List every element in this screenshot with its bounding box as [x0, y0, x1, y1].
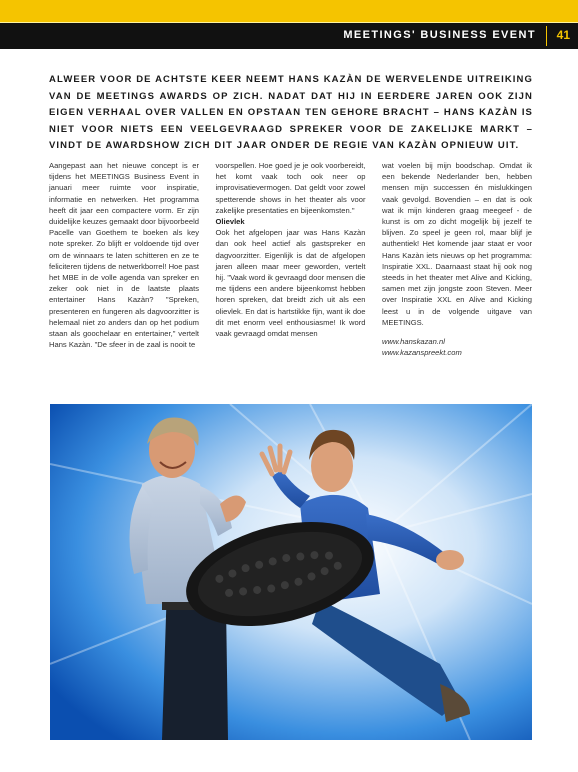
section-label: MEETINGS' BUSINESS EVENT — [343, 29, 536, 41]
article-columns — [49, 160, 532, 385]
page-number: 41 — [556, 28, 570, 42]
column-2 — [216, 160, 366, 385]
column-3 — [382, 160, 532, 385]
column-2-text-b: Ook het afgelopen jaar was Hans Kazàn dan ook heel actief als gastspreker en dagvoorzitter. Eigenlijk is dat de afgelopen jaren alleen maar meer geworden, vertelt hij. "Vaak word ik gevraagd door mensen die me tijdens een andere bijeenkomst hebben horen spreken, dat breidt zich uit als een olievlek. En dat is hartstikke fijn, want ik doe dit met enorm veel enthousiasme! Ik word vaak gevraagd omdat mensen — [215, 228, 366, 339]
column-1-text: Aangepast aan het nieuwe concept is er tijdens het MEETINGS Business Event in januari meer ruimte voor inspiratie, informatie en netwerken. Het programma heeft dit jaar een compactere vorm. Er zijn duidelijke keuzes gemaakt door bijvoorbeeld Pacelle van Goethem te boeken als key note spreker. Zo blijft er voldoende tijd over om de winnaars te laten schitteren en ze te feliciteren tijdens de netwerkborrel! Hoe past het MBE in de volle agenda van spreker en zeker ook niet in de laatste plaats entertainer Hans Kazàn? "Spreken, presenteren en fungeren als dagvoorzitter is helemaal niet zo anders dan op het podium staan als goochelaar en entertainer," vertelt Hans Kazàn. "De sfeer in de zaal is nooit te — [49, 161, 199, 350]
top-color-band — [0, 0, 578, 22]
header-bar — [0, 23, 578, 49]
feature-photo — [50, 404, 532, 740]
header-divider — [546, 26, 547, 46]
subheading-olievlek: Olievlek — [215, 217, 245, 227]
column-2-text-a: voorspellen. Hoe goed je je ook voorbereidt, het komt vaak toch ook neer op improvisatievermogen. Dat geldt voor zowel spetterende shows in het theater als voor zakelijke presentaties en bijeenkomsten." — [215, 161, 366, 215]
website-link-1[interactable]: www.hanskazan.nl — [382, 337, 445, 347]
column-1 — [49, 160, 199, 385]
column-3-text: wat voelen bij mijn boodschap. Omdat ik een bekende Nederlander ben, hebben mensen mijn successen én mislukkingen vaak gevolgd. Bovendien – en dat is ook wat ik mijn kinderen graag meegeef - de kunst is om zo dicht mogelijk bij jezelf te blijven. Zo speel je geen rol, maar blijf je authentiek! Het komende jaar staat er voor Hans Kazàn iets nieuws op het programma: Inspiratie XXL. Daarnaast staat hij ook nog steeds in het theater met Alive and Kicking, samen met zijn jongste zoon Steven. Meer over Inspiratie XXL en Alive and Kicking leest u in de volgende uitgave van MEETINGS. — [382, 161, 532, 327]
intro-paragraph: ALWEER VOOR DE ACHTSTE KEER NEEMT HANS KAZÀN DE WERVELENDE UITREIKING VAN DE MEETINGS AWARDS OP ZICH. NADAT DAT HIJ IN EERDERE JAREN OOK ZIJN EIGEN VERHAAL OVER VALLEN EN OPSTAAN TEN GEHORE BRACHT – HANS KAZÀN IS NIET VOOR NIETS EEN VEELGEVRAAGD SPREKER VOOR DE ZAKELIJKE MARKT – VINDT DE AWARDSHOW ZICH DIT JAAR ONDER DE REGIE VAN KAZÀN OPNIEUW UIT. — [49, 74, 533, 151]
website-link-2[interactable]: www.kazanspreekt.com — [382, 348, 462, 358]
